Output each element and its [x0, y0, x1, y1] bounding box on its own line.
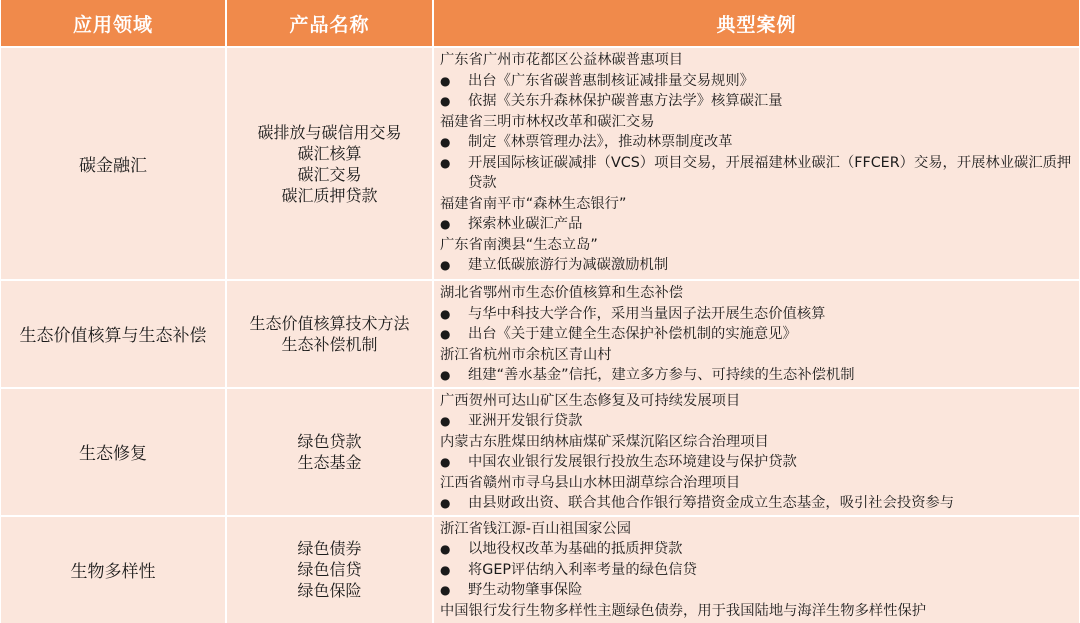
bullet-dot-icon: ● — [440, 368, 451, 382]
case-bullet-item — [440, 153, 1079, 194]
bullet-dot-icon: ● — [440, 155, 451, 170]
case-bullet-text: 以地役权改革为基础的抵质押贷款 — [468, 541, 683, 557]
bullet-dot-icon: ● — [440, 135, 451, 149]
case-location: 福建省三明市林权改革和碳汇交易 — [440, 113, 655, 130]
case-location: 中国银行发行生物多样性主题绿色债券，用于我国陆地与海洋生物多样性保护 — [440, 602, 927, 619]
products-cell — [226, 516, 433, 623]
case-bullet-text: 将GEP评估纳入利率考量的绿色信贷 — [468, 561, 697, 578]
case-bullet-item — [440, 304, 1079, 325]
bullet-dot-icon: ● — [440, 542, 451, 556]
case-bullet-item — [440, 71, 1079, 92]
case-location: 广西贺州可达山矿区生态修复及可持续发展项目 — [440, 392, 741, 409]
table-row — [1, 47, 1079, 280]
case-bullet-text: 由县财政出资、联合其他合作银行筹措资金成立生态基金，吸引社会投资参与 — [468, 495, 955, 511]
bullet-dot-icon: ● — [440, 496, 451, 510]
case-location: 浙江省钱江源-百山祖国家公园 — [440, 520, 632, 537]
case-bullet-item — [440, 452, 1079, 473]
product-item: 绿色贷款 — [297, 431, 362, 451]
table-row — [1, 280, 1079, 388]
case-location: 福建省南平市“森林生态银行” — [440, 195, 627, 212]
case-bullet-item — [440, 411, 1079, 432]
case-bullet-text: 与华中科技大学合作，采用当量因子法开展生态价值核算 — [468, 305, 826, 322]
bullet-dot-icon: ● — [440, 94, 451, 108]
product-item: 碳汇交易 — [297, 164, 362, 184]
case-bullet-text: 中国农业银行发展银行投放生态环境建设与保护贷款 — [468, 454, 797, 470]
cases-cell — [433, 516, 1079, 623]
table-row — [1, 388, 1079, 516]
case-bullet-text: 探索林业碳汇产品 — [468, 216, 583, 232]
application-table — [1, 0, 1079, 623]
case-location: 江西省赣州市寻乌县山水林田湖草综合治理项目 — [440, 474, 741, 491]
case-bullet-item — [440, 580, 1079, 601]
product-item: 碳汇核算 — [297, 143, 362, 163]
case-location: 浙江省杭州市余杭区青山村 — [440, 346, 612, 363]
case-bullet-text: 出台《广东省碳普惠制核证减排量交易规则》 — [468, 72, 754, 89]
header-product-name: 产品名称 — [226, 0, 433, 47]
case-bullet-item — [440, 255, 1079, 276]
cases-cell — [433, 280, 1079, 388]
case-location: 湖北省鄂州市生态价值核算和生态补偿 — [440, 285, 684, 301]
table-row — [1, 516, 1079, 623]
product-item: 生态价值核算技术方法 — [249, 313, 410, 333]
cases-cell — [433, 388, 1079, 516]
case-bullet-item — [440, 214, 1079, 235]
bullet-dot-icon: ● — [440, 306, 451, 321]
bullet-dot-icon: ● — [440, 455, 451, 469]
field-cell: 生物多样性 — [1, 516, 226, 623]
case-bullet-text: 开展国际核证碳减排（VCS）项目交易，开展福建林业碳汇（FFCER）交易，开展林业碳汇质押贷款 — [468, 154, 1072, 191]
case-bullet-text: 出台《关于建立健全生态保护补偿机制的实施意见》 — [468, 326, 797, 342]
bullet-dot-icon: ● — [440, 327, 451, 341]
case-bullet-text: 建立低碳旅游行为减碳激励机制 — [468, 257, 669, 273]
case-location: 广东省广州市花都区公益林碳普惠项目 — [440, 52, 684, 68]
product-item: 绿色信贷 — [297, 560, 362, 579]
header-typical-case: 典型案例 — [433, 0, 1079, 47]
case-bullet-item — [440, 539, 1079, 560]
products-cell — [226, 388, 433, 516]
products-cell — [226, 280, 433, 388]
product-item: 生态基金 — [297, 452, 362, 472]
bullet-dot-icon: ● — [440, 562, 451, 577]
case-bullet-text: 组建“善水基金”信托，建立多方参与、可持续的生态补偿机制 — [468, 367, 855, 383]
product-item: 绿色债券 — [297, 539, 362, 558]
case-bullet-text: 野生动物肇事保险 — [468, 582, 583, 598]
product-item: 绿色保险 — [297, 581, 362, 600]
case-bullet-item — [440, 365, 1079, 386]
case-bullet-item — [440, 324, 1079, 345]
cases-cell — [433, 47, 1079, 280]
header-row — [1, 0, 1079, 47]
case-bullet-text: 亚洲开发银行贷款 — [468, 413, 583, 429]
bullet-dot-icon: ● — [440, 583, 451, 597]
field-cell: 生态修复 — [1, 388, 226, 516]
case-bullet-text: 制定《林票管理办法》，推动林票制度改革 — [468, 134, 733, 150]
field-cell: 生态价值核算与生态补偿 — [1, 280, 226, 388]
field-cell: 碳金融汇 — [1, 47, 226, 280]
case-location: 内蒙古东胜煤田纳林庙煤矿采煤沉陷区综合治理项目 — [440, 433, 769, 450]
bullet-dot-icon: ● — [440, 414, 451, 428]
case-location: 广东省南澳县“生态立岛” — [440, 236, 598, 253]
product-item: 碳汇质押贷款 — [281, 185, 378, 205]
bullet-dot-icon: ● — [440, 217, 451, 231]
bullet-dot-icon: ● — [440, 73, 451, 88]
case-bullet-item — [440, 91, 1079, 112]
case-bullet-item — [440, 560, 1079, 581]
case-bullet-text: 依据《关东升森林保护碳普惠方法学》核算碳汇量 — [468, 93, 783, 109]
case-bullet-item — [440, 493, 1079, 514]
product-item: 生态补偿机制 — [281, 334, 378, 354]
header-application-field: 应用领域 — [1, 0, 226, 47]
bullet-dot-icon: ● — [440, 258, 451, 272]
product-item: 碳排放与碳信用交易 — [257, 122, 402, 142]
case-bullet-item — [440, 132, 1079, 153]
products-cell — [226, 47, 433, 280]
